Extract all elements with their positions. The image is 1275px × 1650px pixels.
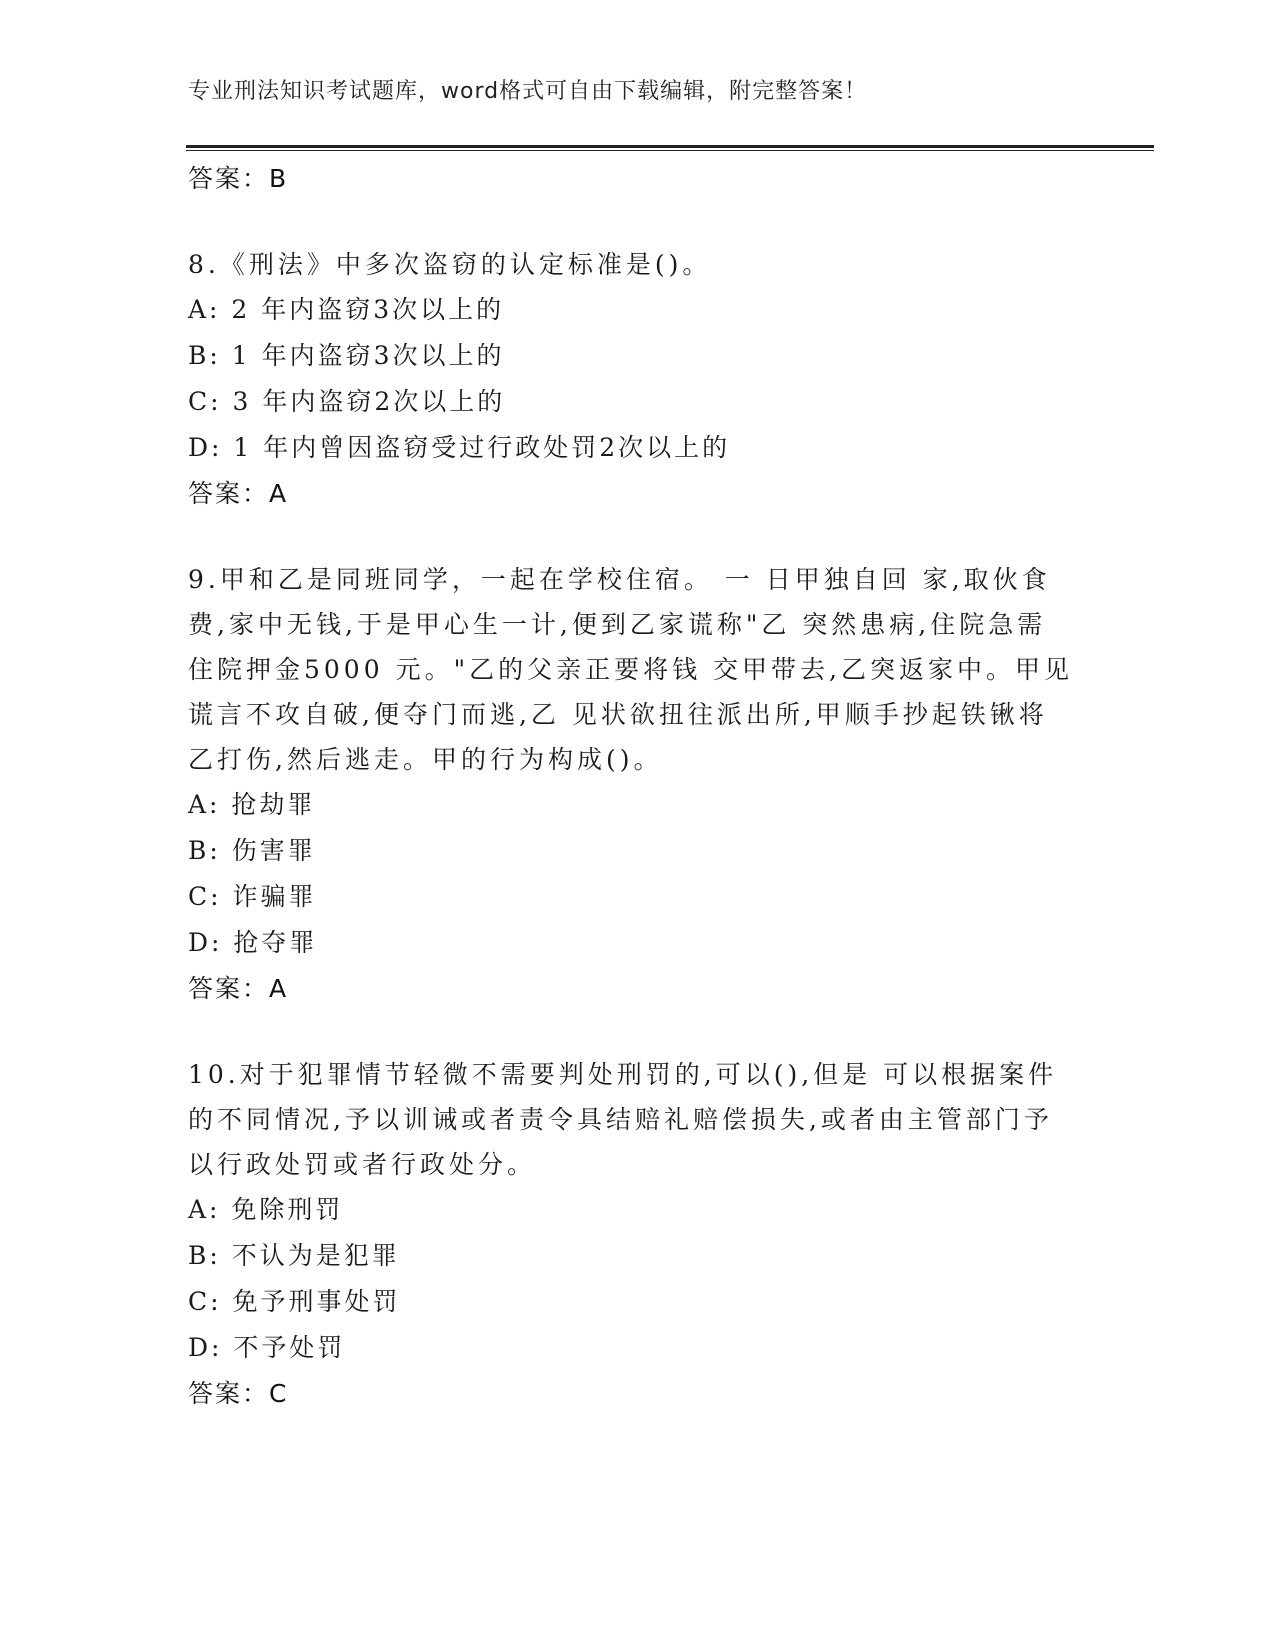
option-d: D: 抢夺罪 <box>188 928 318 957</box>
answer: 答案：A <box>188 974 289 1003</box>
question-stem-line: 住院押金5000 元。"乙的父亲正要将钱 交甲带去,乙突返家中。甲见 <box>188 655 1073 684</box>
answer: 答案：A <box>188 479 289 508</box>
question-stem-line: 乙打伤,然后逃走。甲的行为构成()。 <box>188 745 663 774</box>
question-10 <box>188 1052 1088 1417</box>
answer: 答案：C <box>188 1379 289 1408</box>
question-stem-line: 以行政处罚或者行政处分。 <box>188 1150 537 1179</box>
question-stem-line: 的不同情况,予以训诫或者责令具结赔礼赔偿损失,或者由主管部门予 <box>188 1105 1053 1134</box>
option-a: A: 免除刑罚 <box>188 1195 344 1224</box>
question-stem-line: 9.甲和乙是同班同学，一起在学校住宿。 一 日甲独自回 家,取伙食 <box>188 565 1051 594</box>
option-a: A: 抢劫罪 <box>188 790 316 819</box>
header-rule-thin <box>186 150 1154 151</box>
previous-answer: 答案：B <box>188 164 289 193</box>
question-stem-line: 谎言不攻自破,便夺门而逃,乙 见状欲扭往派出所,甲顺手抄起铁锹将 <box>188 700 1048 729</box>
option-b: B: 伤害罪 <box>188 836 316 865</box>
option-b: B: 1 年内盗窃3次以上的 <box>188 341 505 370</box>
document-body <box>188 156 1088 1417</box>
option-c: C: 诈骗罪 <box>188 882 317 911</box>
option-c: C: 免予刑事处罚 <box>188 1287 401 1316</box>
option-a: A: 2 年内盗窃3次以上的 <box>188 295 505 324</box>
option-c: C: 3 年内盗窃2次以上的 <box>188 387 506 416</box>
option-d: D: 不予处罚 <box>188 1333 346 1362</box>
question-8 <box>188 242 1088 517</box>
page-header: 专业刑法知识考试题库，word格式可自由下载编辑，附完整答案！ <box>188 79 868 104</box>
option-b: B: 不认为是犯罪 <box>188 1241 400 1270</box>
question-stem-line: 10.对于犯罪情节轻微不需要判处刑罚的,可以(),但是 可以根据案件 <box>188 1060 1058 1089</box>
header-rule-thick <box>186 145 1154 148</box>
question-stem: 8.《刑法》中多次盗窃的认定标准是()。 <box>188 250 712 279</box>
question-9 <box>188 557 1088 1012</box>
option-d: D: 1 年内曾因盗窃受过行政处罚2次以上的 <box>188 433 731 462</box>
question-stem-line: 费,家中无钱,于是甲心生一计,便到乙家谎称"乙 突然患病,住院急需 <box>188 610 1047 639</box>
